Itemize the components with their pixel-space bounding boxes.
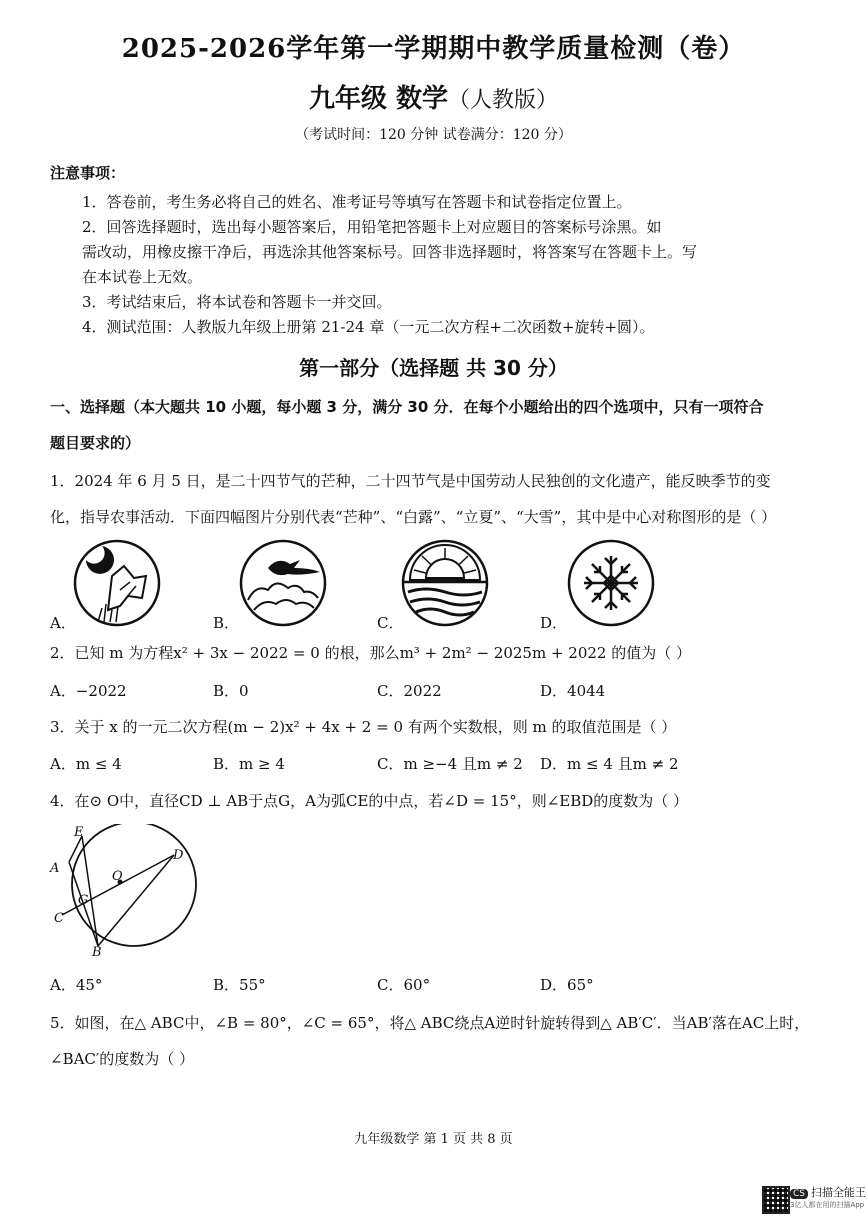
scanner-watermark bbox=[790, 1184, 866, 1210]
notice-item: 2．回答选择题时，选出每小题答案后，用铅笔把答题卡上对应题目的答案标号涂黑。如 bbox=[82, 218, 662, 236]
notice-item: 在本试卷上无效。 bbox=[82, 268, 203, 286]
figure-bailu bbox=[238, 538, 328, 628]
label-e: E bbox=[74, 825, 84, 840]
q3-option-d[interactable]: D．m ≤ 4 且m ≠ 2 bbox=[540, 755, 679, 773]
question-5-line: 5．如图，在△ ABC中，∠B = 80°，∠C = 65°，将△ ABC绕点A逆时针旋转得到△ AB′C′．当AB′落在AC上时， bbox=[50, 1014, 810, 1032]
figure-daxue bbox=[566, 538, 656, 628]
notice-heading: 注意事项： bbox=[50, 164, 126, 182]
question-3: 3．关于 x 的一元二次方程(m − 2)x² + 4x + 2 = 0 有两个实数根，则 m 的取值范围是（ ） bbox=[50, 718, 677, 736]
q1-option-c[interactable]: C． bbox=[377, 614, 404, 632]
q1-option-a[interactable]: A． bbox=[50, 614, 76, 632]
grade-subject: 九年级 数学 bbox=[308, 84, 449, 114]
circle-geometry-figure bbox=[48, 824, 198, 958]
qr-code-icon bbox=[762, 1186, 790, 1214]
question-4: 4．在⊙ O中，直径CD ⊥ AB于点G，A为弧CE的中点，若∠D = 15°，则∠EBD的度数为（ ） bbox=[50, 792, 689, 810]
grade-subject-line bbox=[0, 78, 867, 115]
label-c: C bbox=[54, 911, 64, 926]
notice-item: 1．答卷前，考生务必将自己的姓名、准考证号等填写在答题卡和试卷指定位置上。 bbox=[82, 193, 632, 211]
q1-option-d[interactable]: D． bbox=[540, 614, 568, 632]
label-b: B bbox=[92, 945, 102, 958]
section-heading-cont: 题目要求的） bbox=[50, 434, 141, 452]
exam-title: 2025-2026学年第一学期期中教学质量检测（卷） bbox=[121, 34, 746, 64]
part-title: 第一部分（选择题 共 30 分） bbox=[299, 356, 568, 380]
scanner-logo-icon: CS bbox=[790, 1189, 808, 1199]
exam-time-info: （考试时间：120 分钟 试卷满分：120 分） bbox=[295, 127, 572, 143]
label-d: D bbox=[173, 848, 184, 863]
q2-option-b[interactable]: B．0 bbox=[213, 682, 249, 700]
edition: （人教版） bbox=[448, 88, 559, 113]
q3-option-a[interactable]: A．m ≤ 4 bbox=[50, 755, 122, 773]
q4-option-c[interactable]: C．60° bbox=[377, 976, 431, 994]
question-1-line: 1．2024 年 6 月 5 日，是二十四节气的芒种，二十四节气是中国劳动人民独创的文化遗产，能反映季节的变 bbox=[50, 472, 771, 490]
q2-option-a[interactable]: A．−2022 bbox=[50, 682, 127, 700]
section-heading: 一、选择题（本大题共 10 小题，每小题 3 分，满分 30 分．在每个小题给出的四个选项中，只有一项符合 bbox=[50, 398, 764, 416]
figure-mangzhong bbox=[72, 538, 162, 628]
figure-lixia bbox=[400, 538, 490, 628]
q3-option-b[interactable]: B．m ≥ 4 bbox=[213, 755, 285, 773]
q4-option-d[interactable]: D．65° bbox=[540, 976, 594, 994]
notice-item: 3．考试结束后，将本试卷和答题卡一并交回。 bbox=[82, 293, 392, 311]
q4-option-b[interactable]: B．55° bbox=[213, 976, 266, 994]
q2-option-c[interactable]: C．2022 bbox=[377, 682, 442, 700]
question-2: 2．已知 m 为方程x² + 3x − 2022 = 0 的根，那么m³ + 2m² − 2025m + 2022 的值为（ ） bbox=[50, 644, 692, 662]
q2-option-d[interactable]: D．4044 bbox=[540, 682, 606, 700]
notice-item: 需改动，用橡皮擦干净后，再选涂其他答案标号。回答非选择题时，将答案写在答题卡上。写 bbox=[82, 243, 698, 261]
q1-option-b[interactable]: B． bbox=[213, 614, 240, 632]
q4-option-a[interactable]: A．45° bbox=[50, 976, 103, 994]
q3-option-c[interactable]: C．m ≥−4 且m ≠ 2 bbox=[377, 755, 523, 773]
scanner-tagline: 3亿人都在用的扫描App bbox=[790, 1201, 865, 1209]
notice-item: 4．测试范围：人教版九年级上册第 21-24 章（一元二次方程+二次函数+旋转+圆）。 bbox=[82, 318, 655, 336]
scanner-name: 扫描全能王 bbox=[811, 1186, 866, 1199]
label-g: G bbox=[78, 893, 89, 908]
question-5-line: ∠BAC′的度数为（ ） bbox=[50, 1050, 195, 1068]
label-a: A bbox=[50, 861, 60, 876]
label-o: O bbox=[112, 869, 123, 884]
question-1-line: 化，指导农事活动．下面四幅图片分别代表“芒种”、“白露”、“立夏”、“大雪”，其中是中心对称图形的是（ ） bbox=[50, 508, 777, 526]
page-footer: 九年级数学 第 1 页 共 8 页 bbox=[354, 1132, 513, 1147]
